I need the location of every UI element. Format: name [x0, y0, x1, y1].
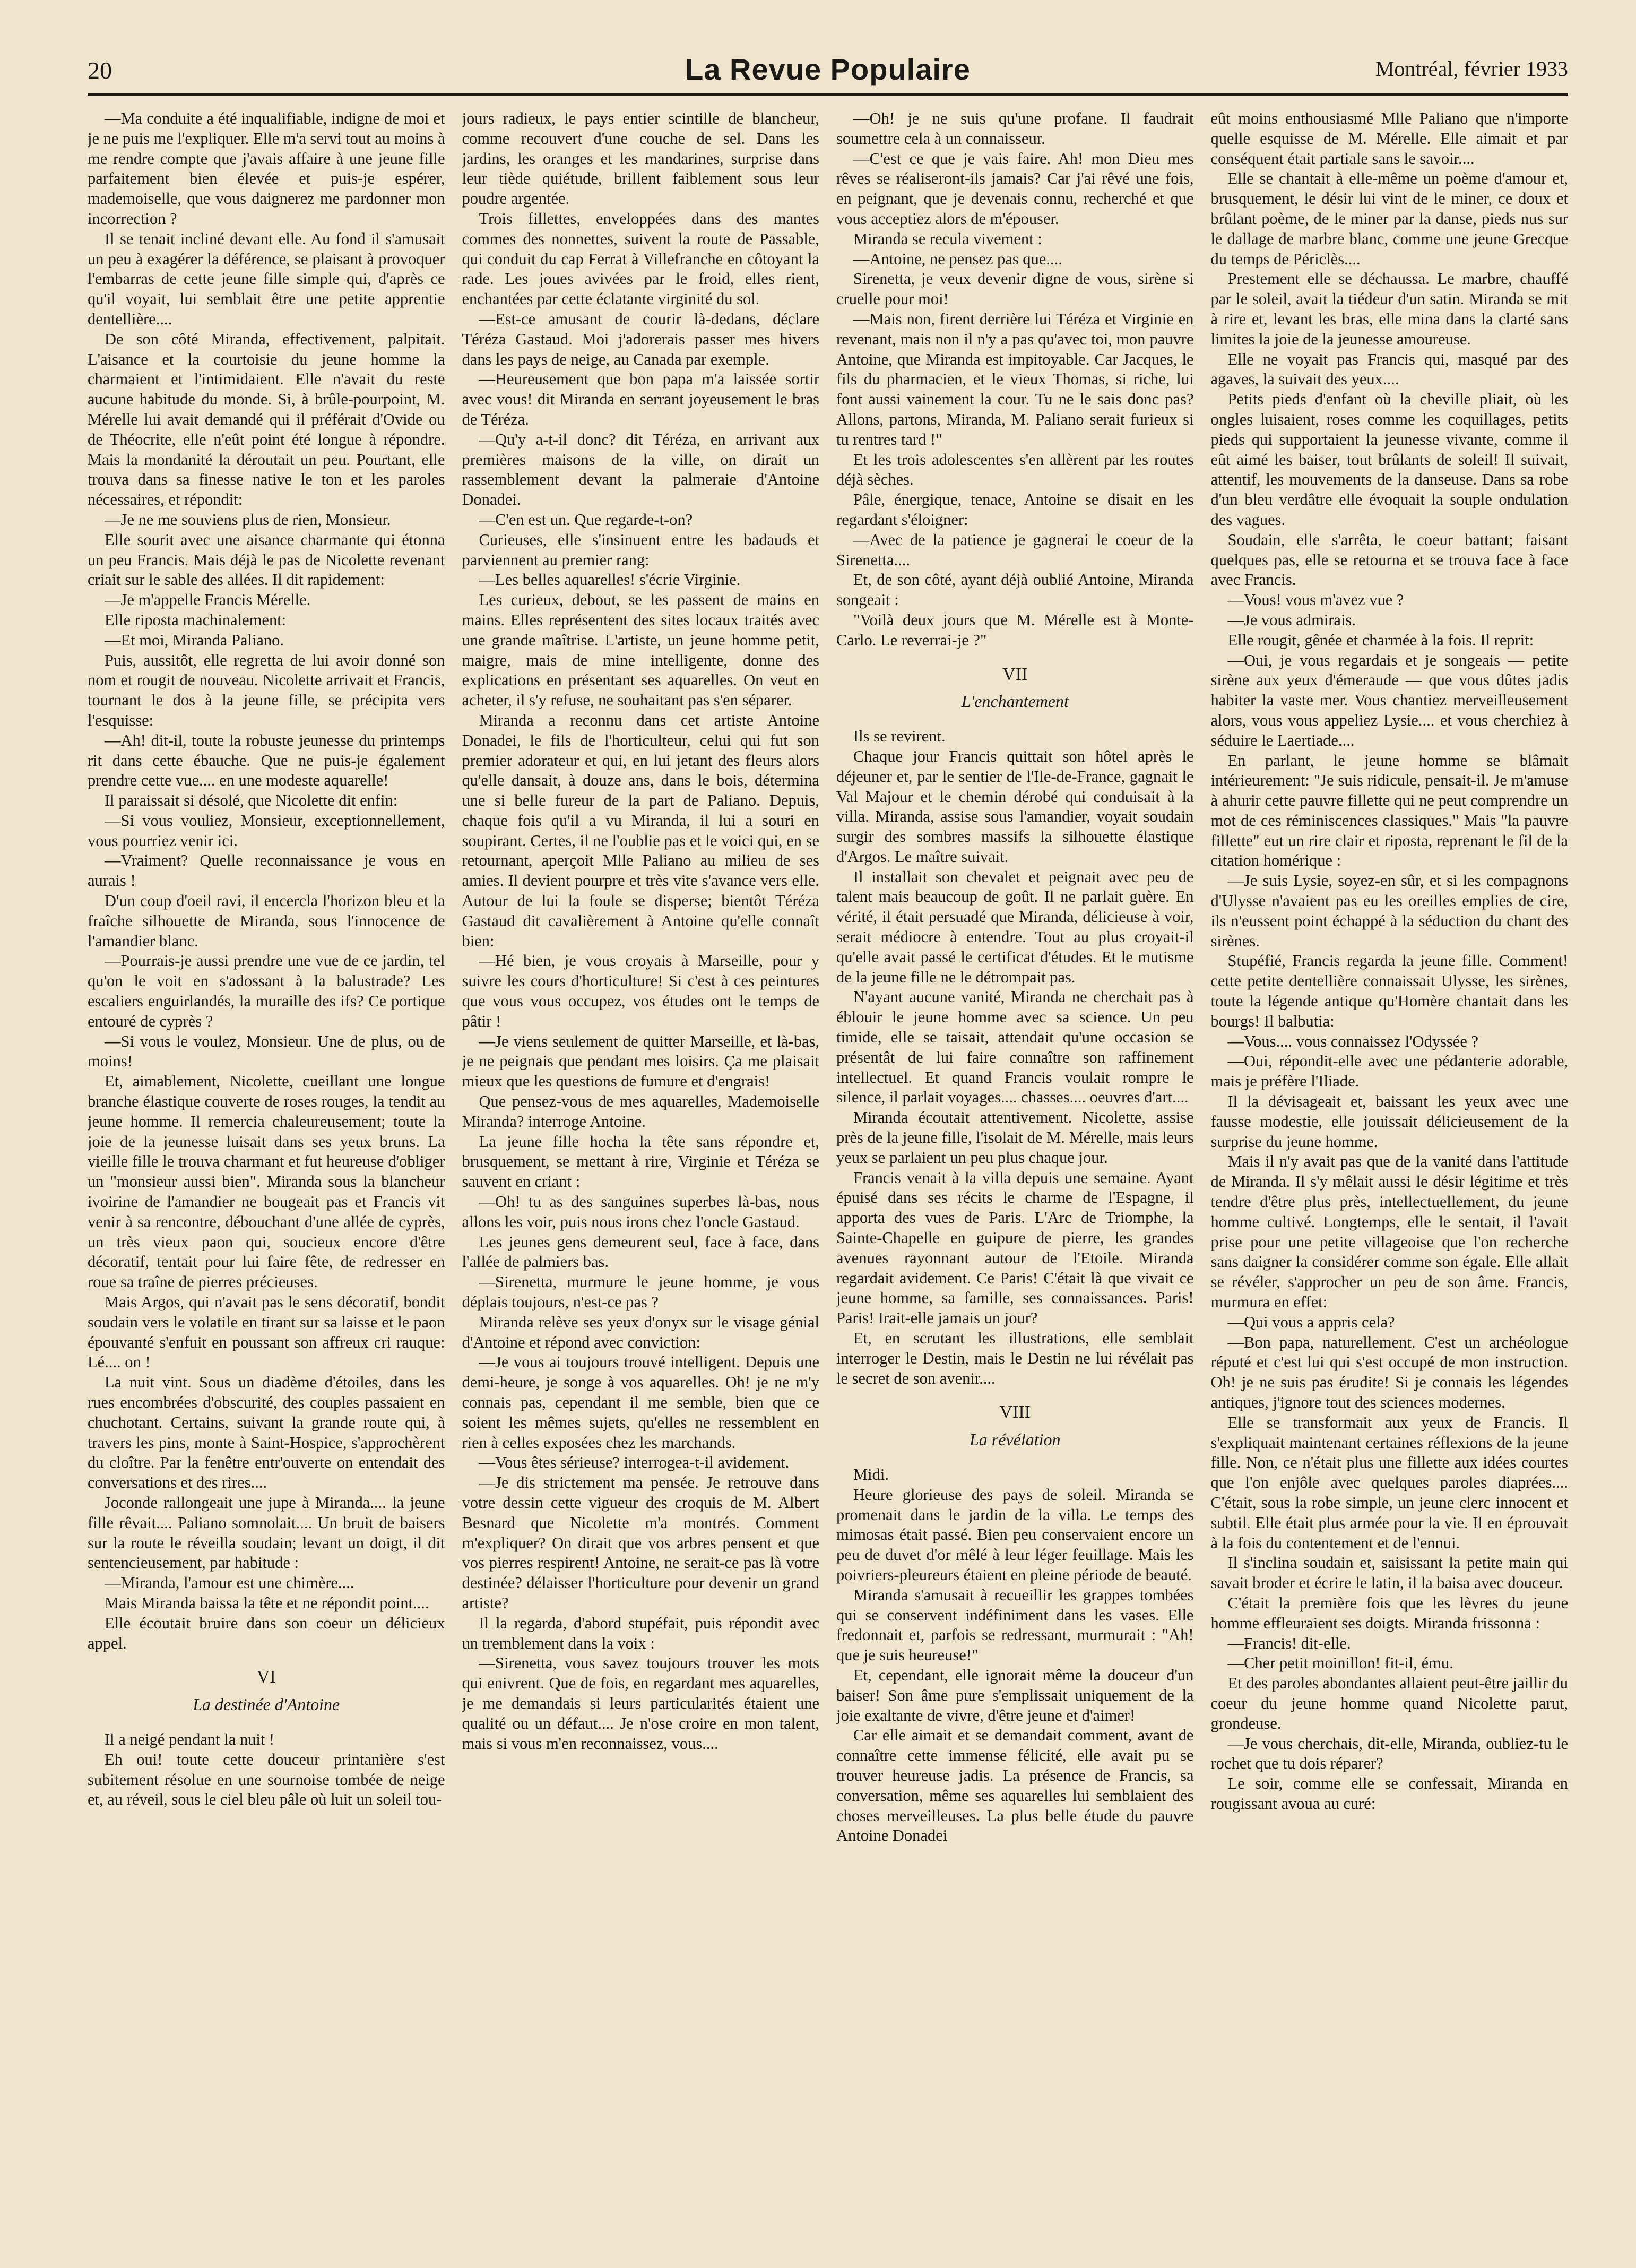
paragraph: —Ah! dit-il, toute la robuste jeunesse du printemps rit dans cette ébauche. Que ne puis-je également prendre cette vue.... en une modeste aquarelle!: [88, 731, 445, 790]
paragraph: —Je m'appelle Francis Mérelle.: [105, 591, 311, 609]
paragraph: Mais il n'y avait pas que de la vanité dans l'attitude de Miranda. Il s'y mêlait aussi le désir légitime et très tendre d'être plus près, intellectuellement, du jeune homme cultivé. Longtemps, elle le sentait, il l'avait prise pour une petite villageoise que l'on recherche sans daigner la considérer comme son égale. Elle allait se révéler, s'approcher un peu de son âme. Francis, murmura en effet:: [1210, 1152, 1568, 1312]
paragraph: —Cher petit moinillon! fit-il, ému.: [1227, 1654, 1453, 1672]
paragraph: De son côté Miranda, effectivement, palpitait. L'aisance et la courtoisie du jeune homme la charmaient et l'intimidaient. Elle n'avait du reste aucune habitude du monde. Si, à brûle-pourpoint, M. Mérelle lui avait demandé qui il préférait d'Ovide ou de Théocrite, elle n'eût point été longue à répondre. Mais la mondanité la déroutait un peu. Pourtant, elle trouva dans sa finesse native le ton et les paroles nécessaires, et répondit:: [88, 330, 445, 509]
chapter-title: La destinée d'Antoine: [193, 1695, 340, 1714]
paragraph: —Sirenetta, murmure le jeune homme, je vous déplais toujours, n'est-ce pas ?: [462, 1273, 819, 1312]
paragraph: Elle se chantait à elle-même un poème d'amour et, brusquement, le désir lui vint de le miner, ce doux et brûlant poème, de le miner par la danse, pieds nus sur le dallage de marbre blanc, comme une jeune Grecque du temps de Périclès....: [1210, 169, 1568, 268]
paragraph: —Je suis Lysie, soyez-en sûr, et si les compagnons d'Ulysse n'avaient pas eu les oreilles emplies de cire, ils n'eussent point échappé à la séduction du chant des sirènes.: [1210, 872, 1568, 950]
paragraph: Eh oui! toute cette douceur printanière s'est subitement résolue en une sournoise tombée de neige et, au réveil, sous le ciel bleu pâle où luit un soleil tou-: [88, 1750, 445, 1809]
paragraph: jours radieux, le pays entier scintille de blancheur, comme recouvert d'une couche de sel. Dans les jardins, les oranges et les mandarines, surprise dans leur tiède quiétude, brillent faiblement sous leur poudre argentée.: [462, 109, 819, 208]
paragraph: Puis, aussitôt, elle regretta de lui avoir donné son nom et rougit de nouveau. Nicolette arrivait et Francis, tournant le dos à la jeune fille, se précipita vers l'esquisse:: [88, 651, 445, 729]
paragraph: Petits pieds d'enfant où la cheville pliait, où les ongles luisaient, roses comme les coquillages, petits pieds qui supportaient la jeunesse vivante, comme il eût aimé les baiser, tout brûlants de soleil! Il suivait, attentif, les mouvements de la danseuse. Dans sa robe d'un bleu verdâtre elle évoquait la souple ondulation des vagues.: [1210, 390, 1568, 529]
paragraph: Il paraissait si désolé, que Nicolette dit enfin:: [105, 791, 398, 810]
paragraph: —Avec de la patience je gagnerai le coeur de la Sirenetta....: [836, 530, 1194, 569]
paragraph: eût moins enthousiasmé Mlle Paliano que n'importe quelle esquisse de M. Mérelle. Elle aimait et par conséquent était partiale sans le savoir....: [1210, 109, 1568, 168]
paragraph: Miranda relève ses yeux d'onyx sur le visage génial d'Antoine et répond avec conviction:: [462, 1313, 819, 1351]
paragraph: —Je ne me souviens plus de rien, Monsieur.: [105, 510, 391, 529]
paragraph: —Qu'y a-t-il donc? dit Téréza, en arrivant aux premières maisons de la ville, on dirait un rassemblement devant la palmeraie d'Antoine Donadei.: [462, 430, 819, 509]
paragraph: —Vous.... vous connaissez l'Odyssée ?: [1227, 1032, 1479, 1050]
paragraph: —Sirenetta, vous savez toujours trouver les mots qui enivrent. Que de fois, en regardant mes aquarelles, je me demandais si leurs particularités étaient une qualité ou un défaut.... Je n'ose croire en mon talent, mais si vous m'en reconnaissez, vous....: [462, 1654, 819, 1753]
paragraph: —Heureusement que bon papa m'a laissée sortir avec vous! dit Miranda en serrant joyeusement le bras de Téréza.: [462, 370, 819, 428]
paragraph: —Je dis strictement ma pensée. Je retrouve dans votre dessin cette vigueur des croquis de M. Albert Besnard que Nicolette m'a montrés. Comment m'expliquer? On dirait que vos arbres pensent et que vos pierres respirent! Antoine, ne serait-ce pas là votre destinée? délaisser l'horticulture pour devenir un grand artiste?: [462, 1473, 819, 1612]
chapter-title: La révélation: [969, 1430, 1061, 1450]
paragraph: Miranda écoutait attentivement. Nicolette, assise près de la jeune fille, l'isolait de M. Mérelle, mais leurs yeux se parlaient un peu plus chaque jour.: [836, 1108, 1194, 1167]
paragraph: —Hé bien, je vous croyais à Marseille, pour y suivre les cours d'horticulture! Si c'est à ces peintures que vous vous occupez, vos études ont le temps de pâtir !: [462, 952, 819, 1030]
paragraph: Elle sourit avec une aisance charmante qui étonna un peu Francis. Mais déjà le pas de Nicolette revenant criait sur le sable des allées. Il dit rapidement:: [88, 530, 445, 589]
paragraph: Francis venait à la villa depuis une semaine. Ayant épuisé dans ses récits le charme de l'Espagne, il apporta des vues de Paris. L'Arc de Triomphe, la Sainte-Chapelle en guipure de pierre, les grandes avenues rayonnant autour de l'Etoile. Miranda regardait avidement. Ce Paris! C'était là que vivait ce jeune homme, sa famille, ses connaissances. Paris! Paris! Irait-elle jamais un jour?: [836, 1168, 1194, 1327]
paragraph: —Mais non, firent derrière lui Téréza et Virginie en revenant, mais non il n'y a pas qu'avec toi, mon pauvre Antoine, que Miranda est impitoyable. Car Jacques, le fils du pharmacien, et le vieux Thomas, si riche, lui font aussi vainement la cour. Tu ne le sais donc pas? Allons, partons, Miranda, M. Paliano serait furieux si tu rentres tard !": [836, 309, 1194, 449]
paragraph: Chaque jour Francis quittait son hôtel après le déjeuner et, par le sentier de l'Ile-de-France, gagnait le Val Majour et le chemin dérobé qui conduisait à la villa. Miranda, assise sous l'amandier, voyait soudain surgir des sombres massifs la silhouette élastique d'Argos. Le maître suivait.: [836, 747, 1194, 866]
paragraph: Les curieux, debout, se les passent de mains en mains. Elles représentent des sites locaux traités avec une grande maîtrise. L'artiste, un jeune homme petit, maigre, mais de mine intelligente, donne des explications en présentant ses aquarelles. On veut en acheter, il s'y refuse, ne souhaitant pas s'en séparer.: [462, 591, 819, 710]
paragraph: Il installait son chevalet et peignait avec peu de talent mais beaucoup de goût. Il ne parlait guère. En vérité, il était persuadé que Miranda, délicieuse à voir, serait médiocre à entendre. Tout au plus croyait-il qu'elle avait passé le certificat d'études. Et le mutisme de la jeune fille ne le détrompait pas.: [836, 867, 1194, 986]
paragraph: La jeune fille hocha la tête sans répondre et, brusquement, se mettant à rire, Virginie et Téréza se sauvent en criant :: [462, 1132, 819, 1191]
paragraph: —Oh! tu as des sanguines superbes là-bas, nous allons les voir, puis nous irons chez l'oncle Gastaud.: [462, 1193, 819, 1231]
paragraph: Mais Miranda baissa la tête et ne répondit point....: [105, 1593, 429, 1612]
paragraph: Elle ne voyait pas Francis qui, masqué par des agaves, la suivait des yeux....: [1210, 350, 1568, 389]
paragraph: Les jeunes gens demeurent seul, face à face, dans l'allée de palmiers bas.: [462, 1232, 819, 1271]
chapter-number: VIII: [999, 1402, 1031, 1422]
paragraph: —Miranda, l'amour est une chimère....: [105, 1574, 354, 1592]
paragraph: Et, en scrutant les illustrations, elle semblait interroger le Destin, mais le Destin ne lui révélait pas le secret de son avenir....: [836, 1329, 1194, 1387]
paragraph: Miranda s'amusait à recueillir les grappes tombées qui se conservent indéfiniment dans les vases. Elle fredonnait et, parfois se redressant, murmurait : "Ah! que je suis heureuse!": [836, 1585, 1194, 1665]
paragraph: —C'en est un. Que regarde-t-on?: [479, 510, 693, 529]
column-1: [88, 109, 445, 2229]
page-header: [88, 52, 1568, 96]
paragraph: Il a neigé pendant la nuit !: [105, 1730, 275, 1748]
paragraph: —Vraiment? Quelle reconnaissance je vous en aurais !: [88, 851, 445, 890]
paragraph: —Est-ce amusant de courir là-dedans, déclare Téréza Gastaud. Moi j'adorerais passer mes hivers dans les pays de neige, au Canada par exemple.: [462, 309, 819, 368]
paragraph: Le soir, comme elle se confessait, Miranda en rougissant avoua au curé:: [1210, 1774, 1568, 1813]
paragraph: Et les trois adolescentes s'en allèrent par les routes déjà sèches.: [836, 450, 1194, 489]
paragraph: —Vous! vous m'avez vue ?: [1227, 591, 1404, 609]
paragraph: Mais Argos, qui n'avait pas le sens décoratif, bondit soudain vers le volatile en tirant sur sa laisse et le paon épouvanté s'enfuit en poussant son affreux cri rauque: Lé.... on !: [88, 1293, 445, 1372]
paragraph: D'un coup d'oeil ravi, il encercla l'horizon bleu et la fraîche silhouette de Miranda, sous l'innocence de l'amandier blanc.: [88, 892, 445, 950]
paragraph: —C'est ce que je vais faire. Ah! mon Dieu mes rêves se réaliseront-ils jamais? Car j'ai rêvé une fois, en peignant, que je devenais connu, recherché et que vous acceptiez alors de m'épouser.: [836, 149, 1194, 228]
paragraph: Soudain, elle s'arrêta, le coeur battant; faisant quelques pas, elle se retourna et se trouva face à face avec Francis.: [1210, 530, 1568, 589]
paragraph: —Oui, je vous regardais et je songeais — petite sirène aux yeux d'émeraude — que vous dûtes jadis habiter la vaste mer. Vous chantiez merveilleusement alors, vous vous appeliez Lysie.... et vous cherchiez à séduire le Laertiade....: [1210, 651, 1568, 749]
chapter-title: L'enchantement: [961, 692, 1069, 711]
paragraph: C'était la première fois que les lèvres du jeune homme effleuraient ses doigts. Miranda frissonna :: [1210, 1593, 1568, 1632]
paragraph: Il la regarda, d'abord stupéfait, puis répondit avec un tremblement dans la voix :: [462, 1614, 819, 1652]
paragraph: Stupéfié, Francis regarda la jeune fille. Comment! cette petite dentellière connaissait Ulysse, les sirènes, toute la légende antique qu'Homère chantait dans les bourgs! Il balbutia:: [1210, 952, 1568, 1030]
paragraph: Que pensez-vous de mes aquarelles, Mademoiselle Miranda? interroge Antoine.: [462, 1092, 819, 1131]
paragraph: Miranda a reconnu dans cet artiste Antoine Donadei, le fils de l'horticulteur, celui qui fut son premier adorateur et qui, en lui jetant des fleurs alors qu'elle dansait, à douze ans, dans le bois, détermina une si belle fureur de la part de Paliano. Depuis, chaque fois qu'il a vu Miranda, il lui a souri en soupirant. Certes, il ne l'oublie pas et le voici qui, en se retournant, aperçoit Mlle Paliano au milieu de ses amies. Il devient pourpre et très vite s'avance vers elle. Autour de lui la foule se disperse; bientôt Téréza Gastaud dit cavalièrement à Antoine qu'elle connaît bien:: [462, 711, 819, 950]
issue-date: Montréal, février 1933: [1375, 57, 1568, 81]
paragraph: Sirenetta, je veux devenir digne de vous, sirène si cruelle pour moi!: [836, 270, 1194, 308]
text-columns: [88, 109, 1568, 2229]
paragraph: Car elle aimait et se demandait comment, avant de connaître cette immense félicité, elle avait pu se trouver heureuse jadis. La présence de Francis, sa conversation, même ses aquarelles lui semblaient des choses merveilleuses. La plus belle étude du pauvre Antoine Donadei: [836, 1726, 1194, 1845]
page-number: 20: [88, 57, 112, 84]
paragraph: La nuit vint. Sous un diadème d'étoiles, dans les rues encombrées d'obscurité, des couples passaient en chuchotant. Certains, suivant la grande route qui, à travers les pins, monte à Saint-Hospice, s'approchèrent du cloître. Par la fenêtre entr'ouverte on entendait des conversations et des rires....: [88, 1373, 445, 1492]
paragraph: Et, de son côté, ayant déjà oublié Antoine, Miranda songeait :: [836, 571, 1194, 609]
paragraph: —Je vous admirais.: [1227, 610, 1356, 629]
journal-title: La Revue Populaire: [685, 53, 971, 86]
paragraph: Joconde rallongeait une jupe à Miranda.... la jeune fille rêvait.... Paliano somnolait.... Un bruit de baisers sur la route le réveilla soudain; levant un doigt, il dit sentencieusement, par habitude :: [88, 1493, 445, 1572]
paragraph: Midi.: [853, 1465, 889, 1484]
paragraph: —Oui, répondit-elle avec une pédanterie adorable, mais je préfère l'Iliade.: [1210, 1052, 1568, 1091]
chapter-number: VII: [1002, 664, 1028, 684]
paragraph: Et des paroles abondantes allaient peut-être jaillir du coeur du jeune homme quand Nicolette parut, grondeuse.: [1210, 1674, 1568, 1732]
paragraph: —Si vous vouliez, Monsieur, exceptionnellement, vous pourriez venir ici.: [88, 811, 445, 850]
paragraph: Et, aimablement, Nicolette, cueillant une longue branche élastique couverte de roses rouges, la tendit au jeune homme. Il remercia chaleureusement; toute la joie de la jeunesse luisait dans ses yeux bruns. La vieille fille le trouva charmant et fut heureuse d'obliger un "monsieur aussi bien". Miranda sous la blancheur ivoirine de l'amandier ne bougeait pas et Francis vit venir à sa rencontre, débouchant d'une allée de cyprès, un très vieux paon qui, soucieux encore d'être décoratif, tentait pour lui faire fête, de redresser en roue sa traîne de pierres précieuses.: [88, 1072, 445, 1291]
paragraph: Elle rougit, gênée et charmée à la fois. Il reprit:: [1227, 631, 1534, 649]
paragraph: —Vous êtes sérieuse? interrogea-t-il avidement.: [479, 1453, 790, 1472]
paragraph: "Voilà deux jours que M. Mérelle est à Monte-Carlo. Le reverrai-je ?": [836, 610, 1194, 649]
paragraph: —Les belles aquarelles! s'écrie Virginie.: [479, 571, 741, 589]
paragraph: Il se tenait incliné devant elle. Au fond il s'amusait un peu à exagérer la déférence, se plaisant à provoquer l'embarras de cette jeune fille simple qui, d'après ce qu'il voyait, lui semblait être une petite apprentie dentellière....: [88, 229, 445, 328]
paragraph: Heure glorieuse des pays de soleil. Miranda se promenait dans le jardin de la villa. Le temps des mimosas était passé. Bien peu conservaient encore un peu de duvet d'or mêlé à leur léger feuillage. Mais les poivriers-pleureurs étaient en pleine période de beauté.: [836, 1485, 1194, 1584]
paragraph: Elle se transformait aux yeux de Francis. Il s'expliquait maintenant certaines réflexions de la jeune fille. Non, ce n'était plus une fillette aux idées courtes que l'on enjôle avec quelques paroles diaprées.... C'était, sous la robe simple, un jeune clerc innocent et subtil. Elle était plus armée pour la vie. Il en éprouvait à la fois du contentement et de l'ennui.: [1210, 1413, 1568, 1552]
paragraph: Et, cependant, elle ignorait même la douceur d'un baiser! Son âme pure s'emplissait uniquement de la joie exaltante de vivre, d'être jeune et d'aimer!: [836, 1666, 1194, 1724]
paragraph: Pâle, énergique, tenace, Antoine se disait en les regardant s'éloigner:: [836, 490, 1194, 529]
chapter-number: VI: [256, 1667, 276, 1687]
paragraph: Elle écoutait bruire dans son coeur un délicieux appel.: [88, 1614, 445, 1652]
paragraph: Il s'inclina soudain et, saisissant la petite main qui savait broder et écrire le latin, il la baisa avec douceur.: [1210, 1554, 1568, 1592]
paragraph: —Et moi, Miranda Paliano.: [105, 631, 284, 649]
paragraph: Trois fillettes, enveloppées dans des mantes commes des nonnettes, suivent la route de Passable, qui conduit du cap Ferrat à Villefranche en côtoyant la rade. Les joues avivées par le froid, elles rient, enchantées par cette éclatante virginité du sol.: [462, 209, 819, 308]
paragraph: Elle riposta machinalement:: [105, 610, 287, 629]
paragraph: —Francis! dit-elle.: [1227, 1634, 1351, 1652]
column-3: [836, 109, 1194, 2229]
column-2: [462, 109, 820, 2229]
paragraph: Miranda se recula vivement :: [853, 229, 1042, 248]
paragraph: —Bon papa, naturellement. C'est un archéologue réputé et c'est lui qui s'est occupé de mon instruction. Oh! je ne suis pas érudite! Si je connais les légendes antiques, j'ignore tout des sciences modernes.: [1210, 1333, 1568, 1411]
paragraph: —Ma conduite a été inqualifiable, indigne de moi et je ne puis me l'expliquer. Elle m'a servi tout au moins à me rendre compte que j'avais affaire à une jeune fille parfaitement bien élevée et puis-je espérer, mademoiselle, que vous daignerez me pardonner mon incorrection ?: [88, 109, 445, 228]
paragraph: Prestement elle se déchaussa. Le marbre, chauffé par le soleil, avait la tiédeur d'un satin. Miranda se mit à rire et, levant les bras, elle mina dans la clarté sans limites la joie de la jeunesse amoureuse.: [1210, 270, 1568, 348]
paragraph: —Je viens seulement de quitter Marseille, et là-bas, je ne peignais que pendant mes loisirs. Ça me plaisait mieux que les questions de fumure et d'engrais!: [462, 1032, 819, 1091]
paragraph: Il la dévisageait et, baissant les yeux avec une fausse modestie, elle jouissait délicieusement de la surprise du jeune homme.: [1210, 1092, 1568, 1151]
column-4: [1211, 109, 1569, 2229]
paragraph: —Je vous cherchais, dit-elle, Miranda, oubliez-tu le rochet que tu dois réparer?: [1210, 1734, 1568, 1773]
paragraph: —Oh! je ne suis qu'une profane. Il faudrait soumettre cela à un connaisseur.: [836, 109, 1194, 148]
paragraph: En parlant, le jeune homme se blâmait intérieurement: "Je suis ridicule, pensait-il. Je m'amuse à ahurir cette pauvre fillette qui ne peut comprendre un mot de ces réminiscences classiques." Mais "la pauvre fillette" eut un rire clair et riposta, reprenant le fil de la citation homérique :: [1210, 751, 1568, 870]
paragraph: —Pourrais-je aussi prendre une vue de ce jardin, tel qu'on le voit en s'adossant à la balustrade? Les escaliers enguirlandés, la muraille des ifs? Ce portique entouré de cyprès ?: [88, 952, 445, 1030]
paragraph: Curieuses, elle s'insinuent entre les badauds et parviennent au premier rang:: [462, 530, 819, 569]
paragraph: Ils se revirent.: [853, 727, 946, 746]
paragraph: —Antoine, ne pensez pas que....: [853, 249, 1062, 268]
paragraph: —Qui vous a appris cela?: [1227, 1313, 1395, 1331]
paragraph: —Si vous le voulez, Monsieur. Une de plus, ou de moins!: [88, 1032, 445, 1071]
paragraph: —Je vous ai toujours trouvé intelligent. Depuis une demi-heure, je songe à vos aquarelles. Oh! je ne m'y connais pas, cependant il me semble, bien que ce soient les mêmes sujets, qu'elles ne ressemblent en rien à celles exposées chez les marchands.: [462, 1353, 819, 1452]
paragraph: N'ayant aucune vanité, Miranda ne cherchait pas à éblouir le jeune homme avec sa science. Un peu timide, elle se taisait, attendait qu'une occasion se présentât de lui faire connaître son raffinement intellectuel. Et quand Francis voulait rompre le silence, il parlait voyages.... chasses.... oeuvres d'art....: [836, 988, 1194, 1107]
